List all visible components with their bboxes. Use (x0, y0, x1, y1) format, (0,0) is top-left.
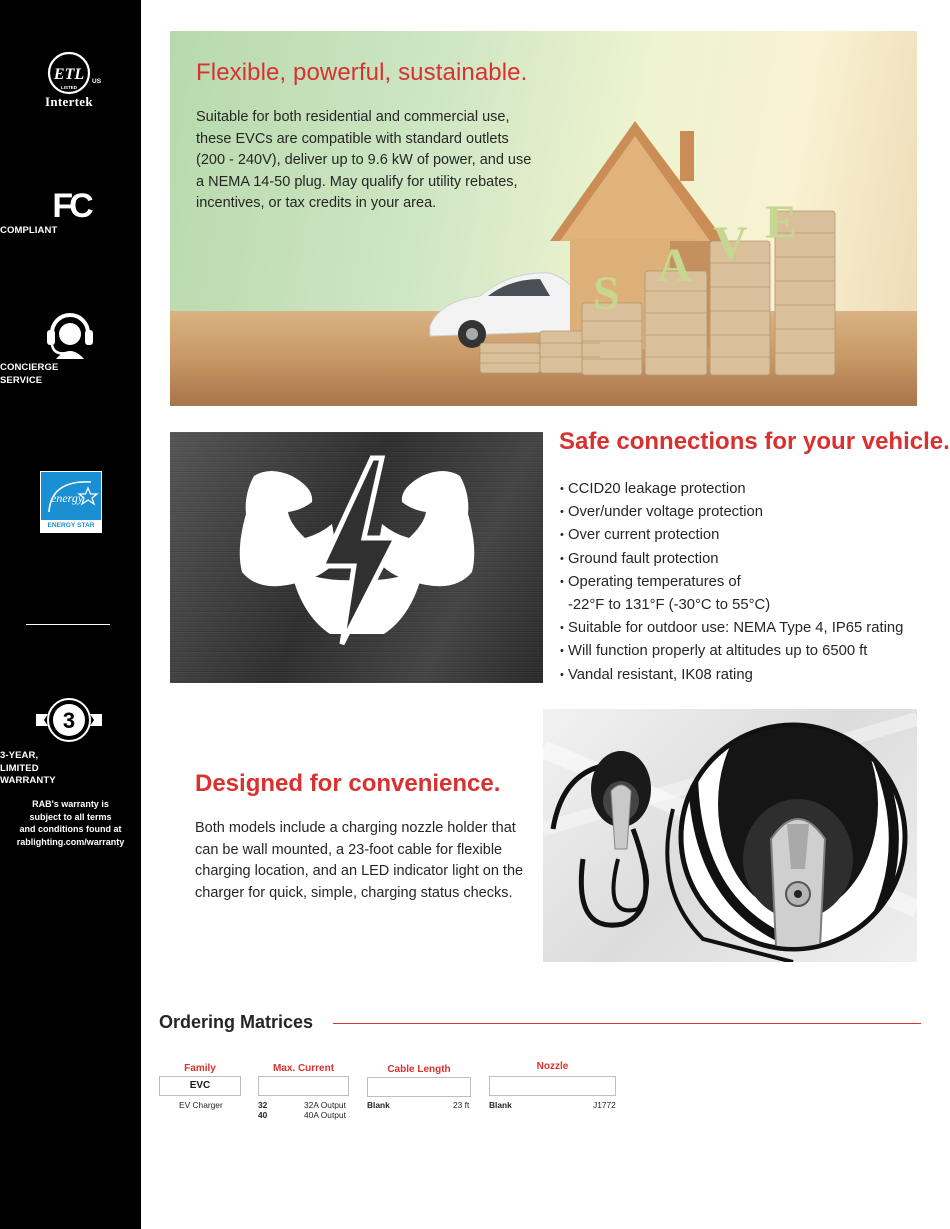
nozzle-header: Nozzle (536, 1061, 569, 1072)
current-option-desc-1: 32A Output (304, 1100, 346, 1110)
cable-length-box (367, 1077, 471, 1097)
charger-holder-photo (543, 709, 917, 962)
concierge-caption-line2: SERVICE (0, 374, 43, 386)
warranty-caption-line2: LIMITED (0, 762, 39, 774)
warranty-caption-line1: 3-YEAR, (0, 750, 39, 761)
feature-item: • Operating temperatures of (560, 571, 940, 594)
cable-length-header: Cable Length (387, 1064, 451, 1075)
etl-small: LISTED (60, 85, 78, 90)
feature-item: • Over/under voltage protection (560, 501, 940, 524)
charging-nozzle-holder-image (543, 709, 917, 962)
save-letter-e: E (765, 196, 798, 249)
feature-item: • Will function properly at altitudes up to 6500 ft (560, 640, 940, 663)
sidebar (0, 0, 141, 1229)
warranty-note (0, 798, 141, 848)
save-letter-s: S (593, 267, 620, 320)
hero-title: Flexible, powerful, sustainable. (196, 59, 528, 86)
feature-item: • Over current protection (560, 524, 940, 547)
warranty-note-line2: subject to all terms (29, 811, 112, 822)
safe-connections-title: Safe connections for your vehicle. (559, 428, 950, 455)
warranty-caption (0, 750, 141, 788)
ordering-title-rule (333, 1023, 921, 1024)
fcc-icon (48, 184, 94, 224)
energy-star-icon (41, 472, 101, 520)
ordering-matrices-title: Ordering Matrices (159, 1012, 314, 1032)
energy-star-label: ENERGY STAR (41, 520, 101, 532)
current-option-desc-2: 40A Output (304, 1110, 346, 1120)
etl-listed-icon (47, 51, 91, 95)
feature-item: • Suitable for outdoor use: NEMA Type 4, IP65 rating (560, 617, 940, 640)
cable-option-desc: 23 ft (453, 1100, 470, 1110)
etl-us-label: US (92, 78, 102, 85)
flexing-arms-lightning-icon (230, 454, 484, 660)
concierge-caption (0, 362, 141, 387)
cable-option-code: Blank (367, 1100, 390, 1110)
warranty-3-year-icon (34, 696, 104, 744)
fcc-mark: FC (52, 187, 90, 224)
current-option-code-2: 40 (258, 1110, 268, 1120)
feature-item: • Vandal resistant, IK08 rating (560, 664, 940, 687)
warranty-note-line4: rablighting.com/warranty (16, 836, 125, 847)
family-code-box: EVC (159, 1076, 241, 1096)
etl-brand: Intertek (45, 94, 93, 109)
convenience-body: Both models include a charging nozzle holder that can be wall mounted, a 23-foot cable for flexible charging location, and an LED indicator light on the charger for quick, simple, charging status checks. (195, 820, 524, 901)
concierge-caption-line1: CONCIERGE (0, 362, 59, 373)
safety-feature-list (560, 478, 940, 687)
sidebar-divider (26, 624, 110, 625)
fcc-caption: COMPLIANT (0, 225, 58, 236)
convenience-title: Designed for convenience. (195, 770, 501, 797)
energy-star-logo (40, 471, 102, 533)
nozzle-box (489, 1076, 616, 1096)
hero-banner (170, 31, 917, 406)
nozzle-option-desc: J1772 (593, 1100, 616, 1110)
family-header: Family (184, 1063, 216, 1074)
warranty-caption-line3: WARRANTY (0, 775, 56, 786)
feature-item: • Ground fault protection (560, 548, 940, 571)
power-graphic-panel (170, 432, 543, 683)
feature-item: • CCID20 leakage protection (560, 478, 940, 501)
etl-mark: ETL (53, 66, 85, 83)
energy-star-script: energy (51, 491, 84, 505)
headset-icon (42, 305, 98, 359)
max-current-header: Max. Current (272, 1063, 335, 1074)
max-current-box (258, 1076, 349, 1096)
save-letter-a: A (657, 239, 692, 292)
warranty-number: 3 (62, 708, 76, 733)
save-letter-v: V (713, 217, 748, 270)
nozzle-option-code: Blank (489, 1100, 512, 1110)
hero-body: Suitable for both residential and commercial use, these EVCs are compatible with standard outlets (200 - 240V), deliver up to 9.6 kW of power, and use a NEMA 14-50 plug. May qualify for utility rebates, incentives, or tax credits in your area. (196, 109, 532, 211)
warranty-note-line1: RAB's warranty is (32, 799, 109, 809)
family-desc: EV Charger (179, 1100, 223, 1110)
warranty-note-line3: and conditions found at (19, 824, 122, 834)
feature-item-continuation: -22°F to 131°F (-30°C to 55°C) (568, 597, 771, 614)
current-option-code-1: 32 (258, 1100, 268, 1110)
